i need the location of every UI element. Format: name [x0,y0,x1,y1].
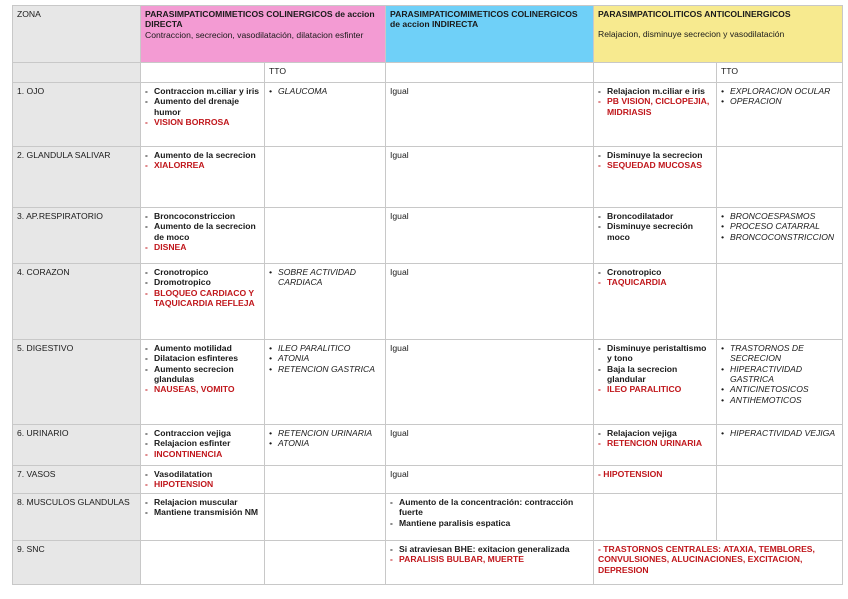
list-item: - Cronotropico [598,267,712,277]
list-item: • TRASTORNOS DE SECRECION [721,343,838,364]
list-item: • ATONIA [269,438,381,448]
tto-directa-list [269,267,381,288]
anti-cell [594,425,717,466]
anti-effects [598,211,712,242]
list-item: • GLAUCOMA [269,86,381,96]
header-anti [594,6,843,63]
indirecta-cell [386,264,594,340]
tto-directa-list [269,428,381,449]
anti-cell [594,466,717,494]
anti-wide-cell [594,541,843,585]
indirecta-effects [390,497,589,528]
tto-anti-cell [717,340,843,425]
list-item: - Contraccion vejiga [145,428,260,438]
tto-directa-cell [265,541,386,585]
list-item: - Si atraviesan BHE: exitacion generalizada [390,544,589,554]
cell-text: Igual [390,150,409,160]
tto-directa-cell [265,264,386,340]
cell-text: Igual [390,211,409,221]
list-item: - Relajacion esfinter [145,438,260,448]
tto-anti-cell [717,208,843,264]
tto-directa-list [269,86,381,96]
indirecta-cell [386,494,594,541]
list-item: • RETENCION URINARIA [269,428,381,438]
list-item: - TAQUICARDIA [598,277,712,287]
directa-cell [141,425,265,466]
list-item: - Relajacion vejiga [598,428,712,438]
anti-effects [598,428,712,449]
zone-cell: 9. SNC [13,541,141,585]
list-item: • HIPERACTIVIDAD GASTRICA [721,364,838,385]
list-item: - INCONTINENCIA [145,449,260,459]
list-item: - Relajacion muscular [145,497,260,507]
list-item: - Aumento de la secrecion [145,150,260,160]
list-item: - RETENCION URINARIA [598,438,712,448]
indirecta-effects [390,544,589,565]
list-item: - Vasodilatation [145,469,260,479]
zone-cell: 8. MUSCULOS GLANDULAS [13,494,141,541]
anti-cell [594,147,717,208]
directa-cell [141,147,265,208]
zone-cell: 5. DIGESTIVO [13,340,141,425]
directa-cell [141,208,265,264]
list-item: - Contraccion m.ciliar y iris [145,86,260,96]
list-item: - HIPOTENSION [145,479,260,489]
list-item: - Baja la secrecion glandular [598,364,712,385]
indirecta-cell [386,208,594,264]
directa-effects [145,86,260,127]
zone-cell: 2. GLANDULA SALIVAR [13,147,141,208]
directa-cell [141,466,265,494]
list-item: - PB VISION, CICLOPEJIA, MIDRIASIS [598,96,712,117]
indirecta-effects [390,343,589,353]
tto-directa-cell [265,340,386,425]
list-item: - PARALISIS BULBAR, MUERTE [390,554,589,564]
subheader-empty-2 [386,63,594,83]
list-item: • ANTIHEMOTICOS [721,395,838,405]
tto-directa-cell [265,208,386,264]
list-item: • BRONCOCONSTRICCION [721,232,838,242]
list-item: - VISION BORROSA [145,117,260,127]
zone-cell: 1. OJO [13,83,141,147]
table-row [13,541,843,585]
tto-directa-cell [265,425,386,466]
tto-directa-cell [265,83,386,147]
indirecta-cell [386,340,594,425]
tto-anti-list [721,211,838,242]
cell-text: Igual [390,86,409,96]
anti-wide-text: - TRASTORNOS CENTRALES: ATAXIA, TEMBLORES, CONVULSIONES, ALUCINACIONES, EXCITACION, DEPRESION [598,544,815,575]
list-item: • BRONCOESPASMOS [721,211,838,221]
anti-cell [594,208,717,264]
cell-text: Igual [390,343,409,353]
anti-cell [594,494,717,541]
indirecta-effects [390,211,589,221]
zone-cell: 3. AP.RESPIRATORIO [13,208,141,264]
table-row [13,425,843,466]
list-item: - Mantiene transmisión NM [145,507,260,517]
list-item: • PROCESO CATARRAL [721,221,838,231]
indirecta-effects [390,86,589,96]
tto-anti-cell [717,264,843,340]
list-item: - Disminuye secreción moco [598,221,712,242]
tto-anti-cell [717,425,843,466]
table-row [13,340,843,425]
list-item: - Aumento del drenaje humor [145,96,260,117]
list-item: • SOBRE ACTIVIDAD CARDIACA [269,267,381,288]
header-row [13,6,843,63]
indirecta-effects [390,428,589,438]
tto-directa-cell [265,494,386,541]
list-item: - Cronotropico [145,267,260,277]
subheader-empty-1 [141,63,265,83]
directa-cell [141,83,265,147]
directa-effects [145,428,260,459]
directa-cell [141,494,265,541]
indirecta-effects [390,150,589,160]
list-item: • HIPERACTIVIDAD VEJIGA [721,428,838,438]
tto-anti-cell [717,466,843,494]
list-item: • ILEO PARALITICO [269,343,381,353]
list-item: - NAUSEAS, VOMITO [145,384,260,394]
directa-effects [145,211,260,252]
subheader-tto-1: TTO [265,63,386,83]
list-item: • EXPLORACION OCULAR [721,86,838,96]
cell-text: Igual [390,267,409,277]
indirecta-effects [390,267,589,277]
list-item: • ATONIA [269,353,381,363]
subheader-zona [13,63,141,83]
directa-cell [141,340,265,425]
indirecta-cell [386,466,594,494]
header-directa-title: PARASIMPATICOMIMETICOS COLINERGICOS de accion DIRECTA [145,9,375,30]
anti-cell [594,83,717,147]
tto-directa-list [269,343,381,374]
directa-effects [145,497,260,518]
directa-effects [145,150,260,171]
directa-cell [141,541,265,585]
table-row [13,83,843,147]
header-directa [141,6,386,63]
list-item: - Relajacion m.ciliar e iris [598,86,712,96]
list-item: • ANTICINETOSICOS [721,384,838,394]
header-anti-title: PARASIMPATICOLITICOS ANTICOLINERGICOS [598,9,791,19]
tto-directa-cell [265,147,386,208]
anti-effects [598,267,712,288]
anti-cell [594,340,717,425]
anti-effects [598,86,712,117]
directa-effects [145,267,260,308]
list-item: - Broncodilatador [598,211,712,221]
table-row [13,494,843,541]
subheader-row [13,63,843,83]
list-item: - Dilatacion esfinteres [145,353,260,363]
tto-anti-cell [717,494,843,541]
pharmacology-table [12,5,843,585]
header-indirecta-title: PARASIMPATICOMIMETICOS COLINERGICOS de accion INDIRECTA [390,9,578,30]
anti-cell [594,264,717,340]
table-row [13,264,843,340]
list-item: - Dromotropico [145,277,260,287]
tto-directa-cell [265,466,386,494]
header-anti-sub: Relajacion, disminuye secrecion y vasodilatación [598,29,785,40]
list-item: - Aumento secrecion glandulas [145,364,260,385]
list-item: - Mantiene paralisis espatica [390,518,589,528]
tto-anti-cell [717,83,843,147]
indirecta-effects [390,469,589,479]
indirecta-cell [386,425,594,466]
tto-anti-list [721,343,838,405]
table-row [13,208,843,264]
cell-text: Igual [390,428,409,438]
list-item: - BLOQUEO CARDIACO Y TAQUICARDIA REFLEJA [145,288,260,309]
tto-anti-list [721,86,838,107]
table-row [13,147,843,208]
cell-text: Igual [390,469,409,479]
list-item: • OPERACION [721,96,838,106]
list-item: - Disminuye la secrecion [598,150,712,160]
zone-cell: 4. CORAZON [13,264,141,340]
table-row [13,466,843,494]
list-item: - XIALORREA [145,160,260,170]
list-item: - Aumento motilidad [145,343,260,353]
list-item: - ILEO PARALITICO [598,384,712,394]
zone-cell: 6. URINARIO [13,425,141,466]
list-item: - Aumento de la secrecion de moco [145,221,260,242]
list-item: - DISNEA [145,242,260,252]
tto-anti-cell [717,147,843,208]
list-item: - Broncoconstriccion [145,211,260,221]
tto-anti-list [721,428,838,438]
header-directa-sub: Contraccion, secrecion, vasodilatación, dilatacion esfinter [145,29,364,40]
anti-effects [598,150,712,171]
subheader-empty-3 [594,63,717,83]
indirecta-cell [386,83,594,147]
list-item: • RETENCION GASTRICA [269,364,381,374]
zone-cell: 7. VASOS [13,466,141,494]
list-item: - Disminuye peristaltismo y tono [598,343,712,364]
indirecta-cell [386,147,594,208]
directa-effects [145,469,260,490]
list-item: - SEQUEDAD MUCOSAS [598,160,712,170]
directa-cell [141,264,265,340]
header-indirecta [386,6,594,63]
directa-effects [145,343,260,395]
list-item: - Aumento de la concentración: contracción fuerte [390,497,589,518]
indirecta-cell [386,541,594,585]
subheader-tto-3: TTO [717,63,843,83]
anti-text: - HIPOTENSION [598,469,663,479]
anti-effects [598,343,712,395]
table-body [13,6,843,585]
header-zona: ZONA [13,6,141,63]
